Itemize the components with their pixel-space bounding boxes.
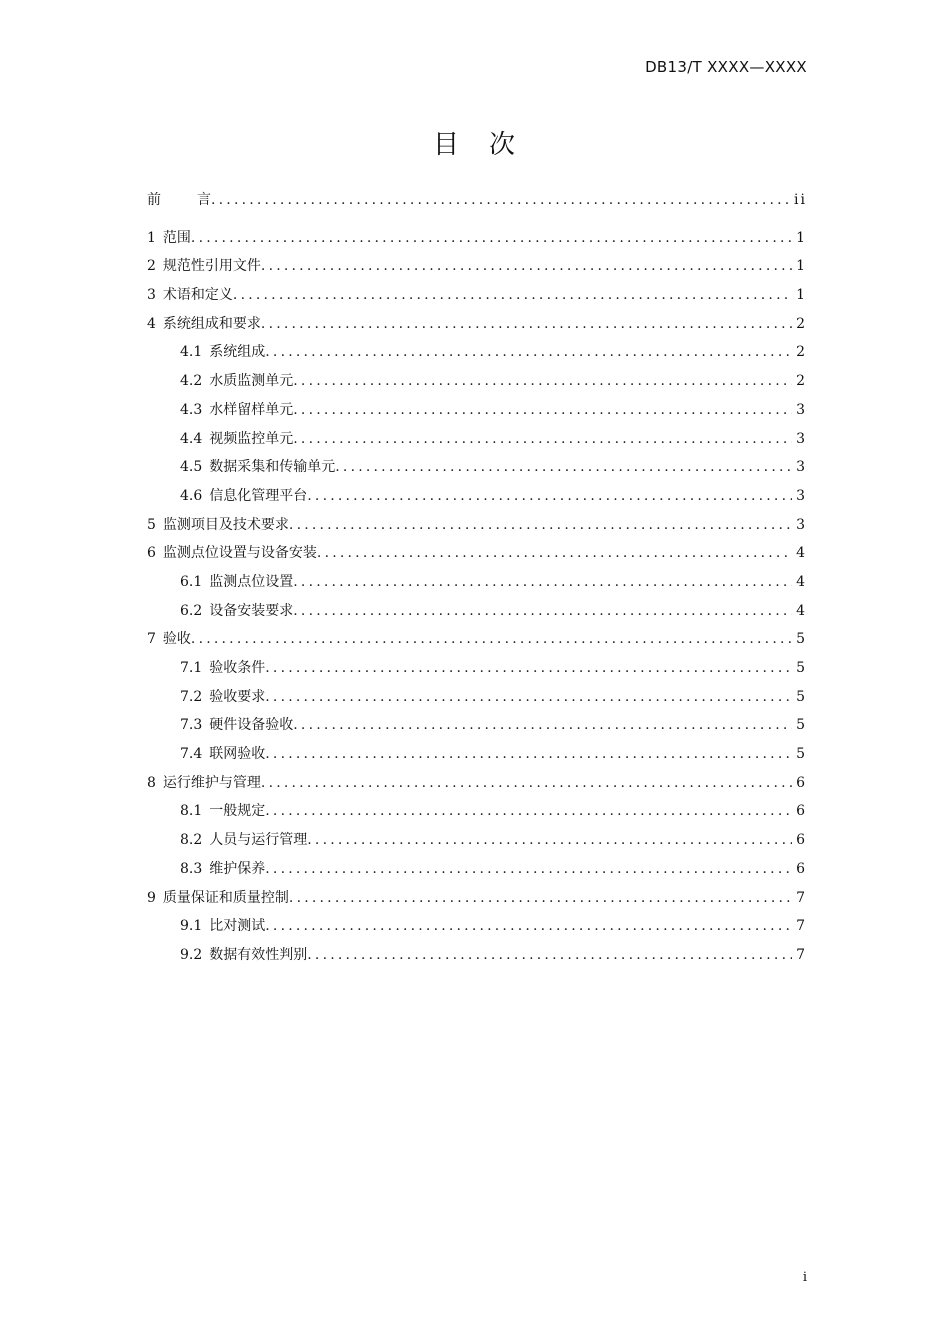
toc-entry-page: 1 xyxy=(796,287,807,304)
toc-entry-number: 8.2 xyxy=(180,832,203,849)
toc-entry-label: 前 言 xyxy=(147,192,211,208)
toc-title-right: 次 xyxy=(489,130,518,160)
toc-entry-label: 比对测试 xyxy=(209,918,266,935)
toc-entry-page: 7 xyxy=(796,918,807,935)
toc-entry-page: 7 xyxy=(796,889,807,906)
toc-entry-number: 8 xyxy=(147,774,156,791)
toc-entry-label: 信息化管理平台 xyxy=(209,487,308,504)
document-code: DB13/T XXXX—XXXX xyxy=(645,58,807,76)
toc-subentry[interactable] xyxy=(147,597,807,626)
dot-leader xyxy=(289,511,792,540)
toc-entry[interactable] xyxy=(147,539,807,568)
toc-entry-label: 规范性引用文件 xyxy=(162,258,261,275)
toc-entry-number: 4 xyxy=(147,315,156,332)
toc-entry-label: 运行维护与管理 xyxy=(162,774,261,791)
toc-entry-page: 2 xyxy=(796,315,807,332)
dot-leader xyxy=(293,568,792,597)
toc-subentry[interactable] xyxy=(147,453,807,482)
toc-entry-label: 系统组成 xyxy=(209,344,266,361)
toc-title-left: 目 xyxy=(432,130,461,160)
toc-entry-page: ii xyxy=(794,192,807,208)
toc-entry-page: 1 xyxy=(796,258,807,275)
dot-leader xyxy=(307,482,792,511)
toc-entry-page: 1 xyxy=(796,229,807,246)
dot-leader xyxy=(265,683,792,712)
toc-subentry[interactable] xyxy=(147,654,807,683)
dot-leader xyxy=(307,826,792,855)
toc-entry-number: 3 xyxy=(147,287,156,304)
toc-entry[interactable] xyxy=(147,884,807,913)
toc-entry-number: 4.1 xyxy=(180,344,203,361)
dot-leader xyxy=(293,367,792,396)
toc-entry-label: 验收要求 xyxy=(209,688,266,705)
toc-entry-page: 6 xyxy=(796,803,807,820)
toc-entry-preface[interactable] xyxy=(147,186,807,215)
toc-entry-page: 5 xyxy=(796,717,807,734)
toc-entry-number: 4.4 xyxy=(180,430,203,447)
dot-leader xyxy=(293,597,792,626)
toc-entry-number: 7.4 xyxy=(180,746,203,763)
toc-subentry[interactable] xyxy=(147,912,807,941)
toc-entry-label: 系统组成和要求 xyxy=(162,315,261,332)
toc-entry[interactable] xyxy=(147,310,807,339)
toc-entry-page: 4 xyxy=(796,602,807,619)
dot-leader xyxy=(265,338,792,367)
toc-subentry[interactable] xyxy=(147,740,807,769)
toc-entry-label: 监测点位设置与设备安装 xyxy=(162,545,317,562)
dot-leader xyxy=(265,654,792,683)
toc-entry-label: 水质监测单元 xyxy=(209,373,294,390)
dot-leader xyxy=(265,912,792,941)
toc-entry-page: 6 xyxy=(796,832,807,849)
dot-leader xyxy=(293,396,792,425)
toc-entry[interactable] xyxy=(147,252,807,281)
toc-entry-number: 5 xyxy=(147,516,156,533)
toc-entry-page: 3 xyxy=(796,430,807,447)
toc-entry-label: 设备安装要求 xyxy=(209,602,294,619)
toc-entry-page: 3 xyxy=(796,487,807,504)
toc-subentry[interactable] xyxy=(147,683,807,712)
toc-entry-page: 5 xyxy=(796,660,807,676)
dot-leader xyxy=(265,740,792,769)
toc-entry-number: 7.1 xyxy=(180,660,203,676)
toc-subentry[interactable] xyxy=(147,941,807,970)
toc-entry-number: 6.1 xyxy=(180,573,203,590)
dot-leader xyxy=(261,252,792,281)
toc-subentry[interactable] xyxy=(147,396,807,425)
toc-entry-number: 4.6 xyxy=(180,487,203,504)
toc-entry-label: 人员与运行管理 xyxy=(209,832,308,849)
toc-subentry[interactable] xyxy=(147,367,807,396)
page-number: i xyxy=(802,1270,807,1285)
toc-entry-page: 5 xyxy=(796,746,807,763)
toc-entry-page: 2 xyxy=(796,344,807,361)
toc-subentry[interactable] xyxy=(147,425,807,454)
toc-entry-label: 验收条件 xyxy=(209,660,266,676)
toc-entry-page: 3 xyxy=(796,516,807,533)
toc-entry-page: 4 xyxy=(796,573,807,590)
toc-entry-number: 8.1 xyxy=(180,803,203,820)
toc-entry-number: 2 xyxy=(147,258,156,275)
table-of-contents xyxy=(147,186,807,970)
dot-leader xyxy=(293,425,792,454)
toc-entry[interactable] xyxy=(147,224,807,253)
dot-leader xyxy=(335,453,792,482)
toc-entry[interactable] xyxy=(147,281,807,310)
toc-entry-label: 监测项目及技术要求 xyxy=(162,516,289,533)
toc-entry[interactable] xyxy=(147,769,807,798)
toc-entry-number: 9.2 xyxy=(180,946,203,963)
dot-leader xyxy=(293,711,792,740)
toc-entry-number: 7.3 xyxy=(180,717,203,734)
toc-entry[interactable] xyxy=(147,511,807,540)
toc-entry-label: 术语和定义 xyxy=(162,287,233,304)
toc-entry-page: 3 xyxy=(796,401,807,418)
toc-entry-page: 5 xyxy=(796,688,807,705)
toc-entry-label: 水样留样单元 xyxy=(209,401,294,418)
toc-entry[interactable] xyxy=(147,625,807,654)
dot-leader xyxy=(191,625,792,654)
toc-entry-number: 8.3 xyxy=(180,860,203,877)
dot-leader xyxy=(289,884,792,913)
toc-subentry[interactable] xyxy=(147,855,807,884)
toc-subentry[interactable] xyxy=(147,482,807,511)
toc-entry-number: 4.5 xyxy=(180,459,203,476)
toc-subentry[interactable] xyxy=(147,797,807,826)
toc-entry-number: 4.3 xyxy=(180,401,203,418)
dot-leader xyxy=(261,310,792,339)
toc-entry-page: 4 xyxy=(796,545,807,562)
toc-title xyxy=(0,124,950,161)
toc-entry-number: 4.2 xyxy=(180,373,203,390)
toc-entry-page: 7 xyxy=(796,946,807,963)
toc-entry-number: 7.2 xyxy=(180,688,203,705)
toc-entry-label: 数据采集和传输单元 xyxy=(209,459,336,476)
toc-entry-page: 6 xyxy=(796,860,807,877)
dot-leader xyxy=(261,769,792,798)
toc-subentry[interactable] xyxy=(147,568,807,597)
dot-leader xyxy=(265,797,792,826)
toc-entry-label: 硬件设备验收 xyxy=(209,717,294,734)
toc-entry-label: 联网验收 xyxy=(209,746,266,763)
dot-leader xyxy=(233,281,792,310)
toc-entry-label: 验收 xyxy=(162,631,191,648)
toc-entry-label: 一般规定 xyxy=(209,803,266,820)
toc-entry-page: 5 xyxy=(796,631,807,648)
dot-leader xyxy=(265,855,792,884)
toc-entry-number: 1 xyxy=(147,229,156,246)
toc-entry-number: 9.1 xyxy=(180,918,203,935)
toc-entry-label: 视频监控单元 xyxy=(209,430,294,447)
toc-entry-page: 6 xyxy=(796,774,807,791)
dot-leader xyxy=(317,539,792,568)
toc-entry-number: 6.2 xyxy=(180,602,203,619)
dot-leader xyxy=(307,941,792,970)
toc-entry-label: 范围 xyxy=(162,229,191,246)
toc-subentry[interactable] xyxy=(147,826,807,855)
toc-entry-number: 9 xyxy=(147,889,156,906)
toc-subentry[interactable] xyxy=(147,711,807,740)
toc-entry-number: 7 xyxy=(147,631,156,648)
toc-subentry[interactable] xyxy=(147,338,807,367)
toc-entry-number: 6 xyxy=(147,545,156,562)
toc-entry-label: 数据有效性判别 xyxy=(209,946,308,963)
dot-leader xyxy=(191,224,792,253)
dot-leader xyxy=(211,186,790,215)
toc-entry-label: 质量保证和质量控制 xyxy=(162,889,289,906)
toc-entry-page: 2 xyxy=(796,373,807,390)
toc-entry-page: 3 xyxy=(796,459,807,476)
toc-entry-label: 维护保养 xyxy=(209,860,266,877)
toc-entry-label: 监测点位设置 xyxy=(209,573,294,590)
